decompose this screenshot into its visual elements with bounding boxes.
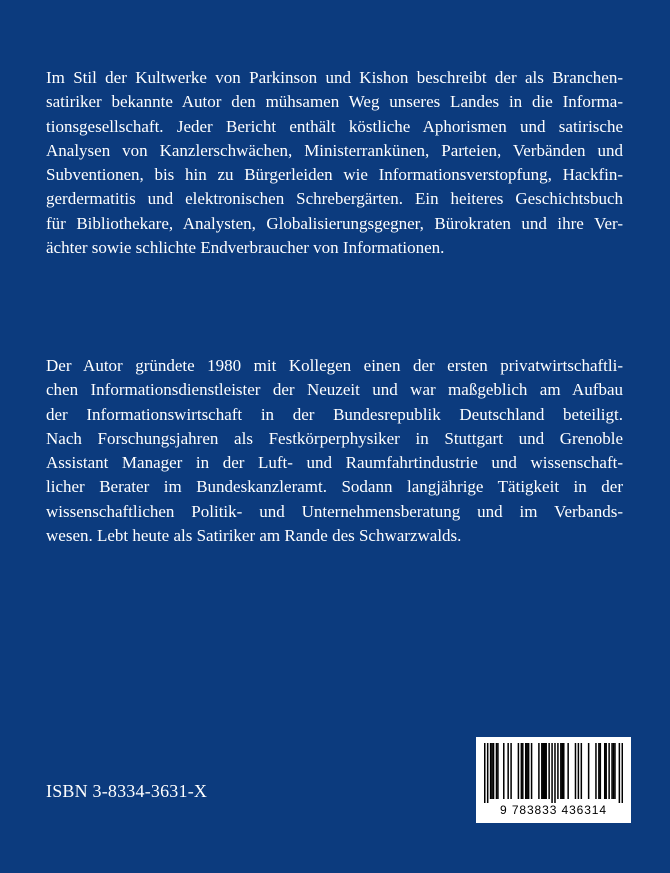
bio-line: Der Autor gründete 1980 mit Kollegen einen der ersten privatwirtschaftli- (46, 356, 623, 375)
barcode-bar (611, 743, 613, 799)
barcode-bar (595, 743, 597, 799)
bio-line: licher Berater im Bundeskanzleramt. Sodann langjährige Tätigkeit in der (46, 477, 623, 497)
description-line: Analysen von Kanzlerschwächen, Ministerrankünen, Parteien, Verbänden und (46, 140, 623, 160)
barcode-bar (619, 743, 621, 803)
isbn-label: ISBN 3-8334-3631-X (46, 781, 208, 801)
barcode-bar (497, 743, 499, 799)
barcode-bar (496, 743, 498, 799)
barcode-bar (560, 743, 562, 799)
barcode-bar (493, 743, 495, 799)
barcode-bar (541, 743, 543, 799)
barcode-bar (608, 743, 610, 799)
description-line: Im Stil der Kultwerke von Parkinson und Kishon beschreibt der als Branchen- (46, 68, 623, 87)
description-line: satiriker bekannte Autor den mühsamen Weg unseres Landes in die Informa- (46, 92, 623, 112)
barcode-bar (554, 743, 556, 803)
barcode-bar (567, 743, 569, 799)
barcode-bar (510, 743, 512, 799)
barcode-bar (526, 743, 528, 799)
barcode-bar (588, 743, 590, 799)
barcode-bar (525, 743, 527, 799)
barcode-digits: 9 783833 436314 (500, 803, 607, 817)
barcode-bar (557, 743, 559, 799)
barcode-bar (518, 743, 520, 799)
description-line: Subventionen, bis hin zu Bürgerleiden wie Informationsverstopfung, Hackfin- (46, 165, 623, 185)
bio-line: wissenschaftlichen Politik- und Unternehmensberatung und im Verbands- (46, 501, 623, 521)
barcode-bar (581, 743, 583, 799)
barcode-bar (543, 743, 545, 799)
barcode-bar (578, 743, 580, 799)
barcode-bars (484, 743, 623, 803)
barcode-bar (622, 743, 623, 803)
barcode-bar (503, 743, 505, 799)
bio-line: chen Informationsdienstleister der Neuzeit und war maßgeblich am Aufbau (46, 380, 623, 400)
barcode-bar (522, 743, 524, 799)
barcode-bar (545, 743, 547, 799)
barcode-bar (531, 743, 533, 799)
barcode-bar (528, 743, 530, 799)
barcode-bar (604, 743, 606, 799)
bio-line: wesen. Lebt heute als Satiriker am Rande des Schwarzwalds. (46, 526, 462, 546)
description-line: gerdermatitis und elektronischen Schrebergärten. Ein heiteres Geschichtsbuch (46, 189, 623, 209)
author-bio (46, 354, 623, 548)
bio-line: der Informationswirtschaft in der Bundesrepublik Deutschland beteiligt. (46, 404, 623, 424)
barcode-bar (605, 743, 607, 799)
barcode-bar (614, 743, 616, 799)
barcode-bar (598, 743, 600, 799)
barcode-bar (487, 743, 489, 803)
description-line: tionsgesellschaft. Jeder Bericht enthält köstliche Aphorismen und satirische (46, 116, 623, 136)
barcode-bar (575, 743, 577, 799)
barcode-bar (491, 743, 493, 799)
barcode-bar (507, 743, 509, 799)
book-description (46, 66, 623, 260)
barcode-bar (548, 743, 550, 799)
bio-line: Assistant Manager in der Luft- und Raumfahrtindustrie und wissenschaft- (46, 453, 623, 473)
barcode-bar (490, 743, 492, 799)
barcode-bar (521, 743, 523, 799)
barcode-bar (551, 743, 553, 803)
bio-line: Nach Forschungsjahren als Festkörperphysiker in Stuttgart und Grenoble (46, 428, 623, 448)
barcode (476, 737, 631, 823)
barcode-bar (563, 743, 565, 799)
barcode-bar (484, 743, 486, 803)
description-line: für Bibliothekare, Analysten, Globalisierungsgegner, Bürokraten und ihre Ver- (46, 213, 623, 233)
description-line: ächter sowie schlichte Endverbraucher von Informationen. (46, 238, 445, 258)
barcode-bar (613, 743, 615, 799)
barcode-bar (538, 743, 540, 799)
barcode-bar (544, 743, 546, 799)
barcode-bar (600, 743, 602, 799)
barcode-bar (562, 743, 564, 799)
